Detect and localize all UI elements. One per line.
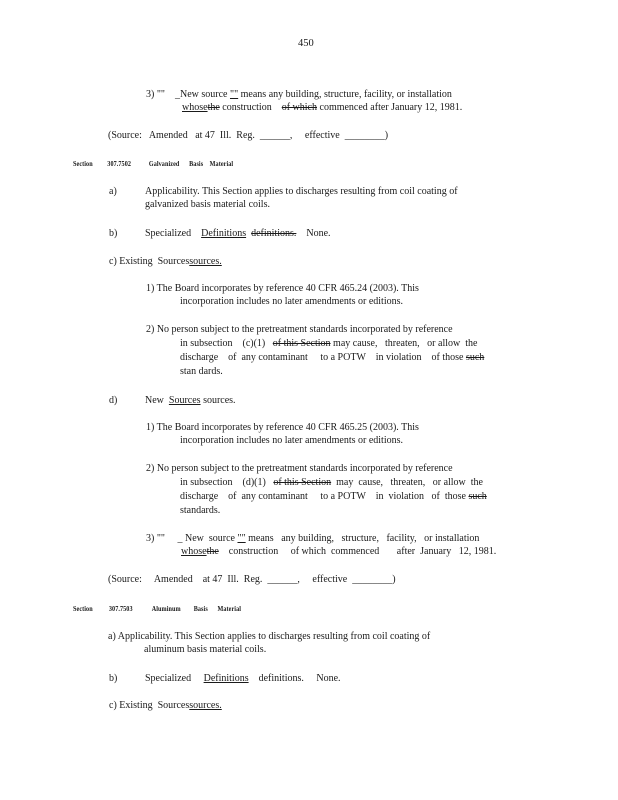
inserted-text: Sources bbox=[168, 395, 201, 406]
s2-d2-line1: 2) No person subject to the pretreatment standards incorporated by reference bbox=[146, 463, 453, 474]
deleted-text: such bbox=[465, 352, 485, 363]
inserted-text: whose bbox=[181, 546, 207, 557]
section-heading-307-7503 bbox=[73, 603, 241, 615]
deleted-text: of this Section bbox=[272, 338, 331, 349]
section-title: Galvanized Basis Material bbox=[148, 159, 234, 168]
s2-a-line1: Applicability. This Section applies to discharges resulting from coil coating of bbox=[145, 186, 458, 197]
section-heading-307-7502 bbox=[73, 158, 233, 170]
inserted-text: Definitions bbox=[203, 673, 249, 684]
s2-c2-line3: discharge of any contaminant to a POTW in violation of those such bbox=[180, 352, 485, 363]
s2-d3-line2: whosethe construction of which commenced after January 12, 1981. bbox=[181, 546, 497, 557]
s1-source-note: (Source: Amended at 47 Ill. Reg. ______, effective ________) bbox=[108, 130, 389, 141]
s2-d2-line4: standards. bbox=[180, 505, 221, 516]
s3-b-line: Specialized Definitions definitions. None. bbox=[145, 673, 341, 684]
s2-d-line: New Sources sources. bbox=[145, 395, 236, 406]
s2-b-label: b) bbox=[109, 228, 118, 239]
s2-c1-line1: 1) The Board incorporates by reference 40 CFR 465.24 (2003). This bbox=[146, 283, 419, 294]
s1-item3-line1: 3) "" _New source "" means any building, structure, facility, or installation bbox=[146, 89, 452, 100]
section-title: Aluminum Basis Material bbox=[151, 604, 242, 613]
deleted-text: the bbox=[206, 546, 219, 557]
inserted-text: sources. bbox=[189, 700, 222, 711]
page-number: 450 bbox=[298, 38, 314, 49]
s3-c-line: c) Existing Sourcessources. bbox=[109, 700, 222, 711]
s3-b-label: b) bbox=[109, 673, 118, 684]
section-label: Section bbox=[73, 159, 93, 168]
item-number: 3) "" bbox=[146, 89, 165, 100]
s1-item3-line2: whosethe construction of which commenced after January 12, 1981. bbox=[182, 102, 463, 113]
underlined-text: "" bbox=[229, 89, 239, 100]
section-label: Section bbox=[73, 604, 93, 613]
deleted-text: definitions. bbox=[251, 228, 297, 239]
section-number: 307.7502 bbox=[107, 159, 132, 168]
s2-c2-line2: in subsection (c)(1) of this Section may cause, threaten, or allow the bbox=[180, 338, 478, 349]
section-number: 307.7503 bbox=[108, 604, 133, 613]
s2-source-note: (Source: Amended at 47 Ill. Reg. ______, effective ________) bbox=[108, 574, 396, 585]
s2-d2-line2: in subsection (d)(1) of this Section may cause, threaten, or allow the bbox=[180, 477, 483, 488]
deleted-text: the bbox=[207, 102, 220, 113]
inserted-text: sources. bbox=[189, 256, 222, 267]
s2-c2-line1: 2) No person subject to the pretreatment standards incorporated by reference bbox=[146, 324, 453, 335]
inserted-text: whose bbox=[182, 102, 208, 113]
inserted-text: Definitions bbox=[201, 228, 247, 239]
deleted-text: such bbox=[468, 491, 487, 502]
s2-d3-line1: 3) "" _ New source "" means any building, structure, facility, or installation bbox=[146, 533, 480, 544]
s2-a-line2: galvanized basis material coils. bbox=[145, 199, 270, 210]
underlined-text: "" bbox=[237, 533, 246, 544]
s3-a-line1: a) Applicability. This Section applies to discharges resulting from coil coating of bbox=[108, 631, 431, 642]
deleted-text: of which bbox=[281, 102, 317, 113]
s2-c1-line2: incorporation includes no later amendments or editions. bbox=[180, 296, 403, 307]
s2-d-label: d) bbox=[109, 395, 118, 406]
s2-a-label: a) bbox=[109, 186, 117, 197]
s2-d1-line1: 1) The Board incorporates by reference 40 CFR 465.25 (2003). This bbox=[146, 422, 419, 433]
s2-d2-line3: discharge of any contaminant to a POTW in violation of those such bbox=[180, 491, 487, 502]
s2-c-line: c) Existing Sourcessources. bbox=[109, 256, 222, 267]
item-number: 3) "" bbox=[146, 533, 165, 544]
deleted-text: of this Section bbox=[273, 477, 332, 488]
s3-a-line2: aluminum basis material coils. bbox=[144, 644, 267, 655]
s2-c2-line4: stan dards. bbox=[180, 366, 223, 377]
s2-b-line: Specialized Definitions definitions. None. bbox=[145, 228, 331, 239]
s2-d1-line2: incorporation includes no later amendments or editions. bbox=[180, 435, 403, 446]
